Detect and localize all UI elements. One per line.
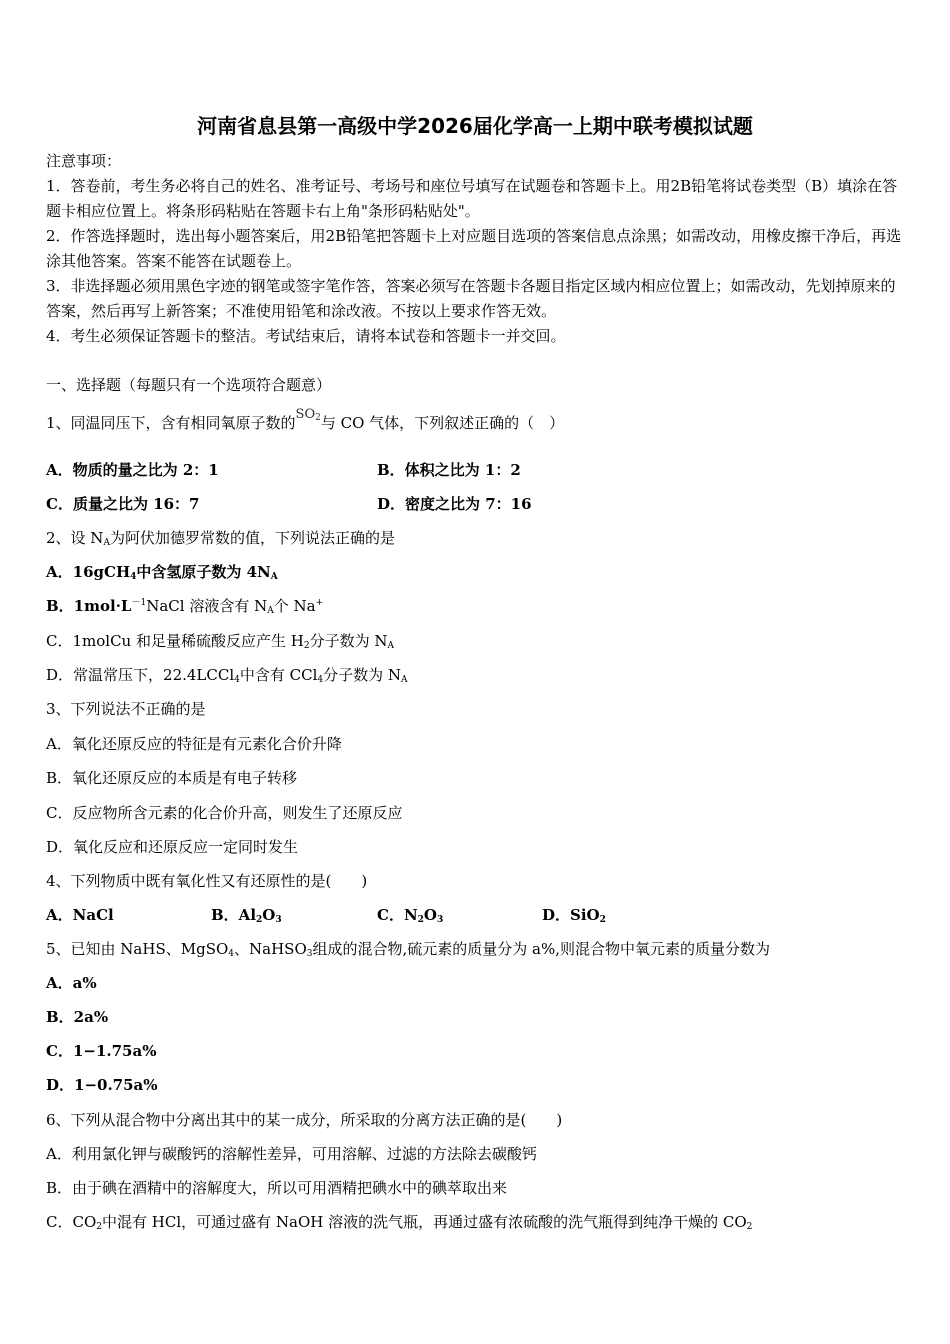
q3-option-b: B．氧化还原反应的本质是有电子转移 [46, 769, 298, 787]
subscript: 2 [303, 641, 310, 651]
option-text: B．1mol·L [46, 597, 132, 615]
subscript: 2 [599, 915, 606, 925]
subscript: 4 [130, 572, 137, 582]
q1-option-a: A．物质的量之比为 2：1 [46, 461, 219, 479]
q3-option-c: C．反应物所含元素的化合价升高，则发生了还原反应 [46, 804, 403, 822]
so2-formula [296, 405, 321, 425]
option-text: D．SiO [542, 906, 600, 924]
option-text: O [262, 906, 276, 924]
option-text: NaCl 溶液含有 N [146, 597, 268, 615]
subscript: 2 [746, 1222, 753, 1232]
stem-text: 1、同温同压下，含有相同氧原子数的 [46, 414, 296, 432]
subscript: A [270, 572, 278, 582]
q2-option-d [46, 665, 408, 685]
question-4-stem: 4、下列物质中既有氧化性又有还原性的是( ) [46, 872, 368, 890]
notice-item: 4．考生必须保证答题卡的整洁。考试结束后，请将本试卷和答题卡一并交回。 [46, 327, 566, 345]
q4-option-c [377, 905, 443, 925]
notice-heading: 注意事项： [46, 152, 122, 170]
option-text: O [423, 906, 437, 924]
q6-option-c [46, 1212, 752, 1232]
notice-item: 2．作答选择题时，选出每小题答案后，用2B铅笔把答题卡上对应题目选项的答案信息点涂黑；如需改动，用橡皮擦干净后，再选涂其他答案。答案不能答在试题卷上。 [46, 227, 902, 270]
option-text: 中混有 HCl，可通过盛有 NaOH 溶液的洗气瓶，再通过盛有浓硫酸的洗气瓶得到纯净干燥的 CO [102, 1213, 747, 1231]
superscript: + [315, 598, 324, 608]
subscript: 2 [417, 915, 424, 925]
stem-text: 2、设 N [46, 529, 104, 547]
formula-text: SO [295, 407, 316, 422]
q5-option-c: C．1−1.75a% [46, 1042, 157, 1060]
subscript: A [387, 641, 394, 651]
option-text: 分子数为 N [309, 632, 388, 650]
subscript: 3 [437, 915, 444, 925]
q3-option-a: A．氧化还原反应的特征是有元素化合价升降 [46, 735, 342, 753]
q6-option-b: B．由于碘在酒精中的溶解度大，所以可用酒精把碘水中的碘萃取出来 [46, 1179, 508, 1197]
stem-text: 为阿伏加德罗常数的值，下列说法正确的是 [109, 529, 395, 547]
stem-text: 与 CO 气体，下列叙述正确的（ ） [320, 414, 565, 432]
stem-text: 组成的混合物,硫元素的质量分为 a%,则混合物中氧元素的质量分数为 [312, 940, 770, 958]
question-5-stem [46, 939, 770, 959]
option-text: 分子数为 N [323, 666, 402, 684]
section-heading: 一、选择题（每题只有一个选项符合题意） [46, 376, 332, 394]
q3-option-d: D．氧化反应和还原反应一定同时发生 [46, 838, 299, 856]
q1-option-c: C．质量之比为 16：7 [46, 495, 200, 513]
option-text: 中含氢原子数为 4N [136, 563, 271, 581]
option-text: D．常温常压下，22.4LCCl [46, 666, 235, 684]
question-2-stem [46, 528, 395, 548]
q2-option-c [46, 631, 394, 651]
q4-option-b [211, 905, 282, 925]
q5-option-a: A．a% [46, 974, 97, 992]
option-text: A．16gCH [46, 563, 131, 581]
subscript: 4 [228, 949, 235, 959]
q5-option-b: B．2a% [46, 1008, 109, 1026]
subscript: 4 [234, 675, 240, 685]
superscript: －1 [131, 598, 147, 608]
subscript: 4 [317, 675, 324, 685]
option-text: 个 Na [273, 597, 316, 615]
q5-option-d: D．1−0.75a% [46, 1076, 158, 1094]
notice-item: 3．非选择题必须用黑色字迹的钢笔或签字笔作答，答案必须写在答题卡各题目指定区域内相应位置上；如需改动，先划掉原来的答案，然后再写上新答案；不准使用铅笔和涂改液。不按以上要求作答无效。 [46, 277, 896, 320]
option-text: C．1molCu 和足量稀硫酸反应产生 H [46, 632, 304, 650]
option-text: C．CO [46, 1213, 97, 1231]
q2-option-b [46, 596, 323, 616]
subscript: 3 [275, 915, 282, 925]
question-6-stem: 6、下列从混合物中分离出其中的某一成分，所采取的分离方法正确的是( ) [46, 1111, 563, 1129]
subscript: A [401, 675, 408, 685]
stem-text: 、NaHSO [234, 940, 307, 958]
stem-text: 5、已知由 NaHS、MgSO [46, 940, 229, 958]
q4-option-a: A．NaCl [46, 906, 114, 924]
question-3-stem: 3、下列说法不正确的是 [46, 700, 206, 718]
subscript: 2 [256, 915, 263, 925]
q6-option-a: A．利用氯化钾与碳酸钙的溶解性差异，可用溶解、过滤的方法除去碳酸钙 [46, 1145, 537, 1163]
subscript: 3 [306, 949, 313, 959]
question-1-stem [46, 407, 565, 435]
subscript: A [103, 538, 110, 548]
option-text: C．N [377, 906, 418, 924]
subscript: 2 [96, 1222, 102, 1232]
formula-subscript: 2 [315, 413, 321, 423]
q1-option-d: D．密度之比为 7：16 [377, 495, 532, 513]
option-text: B．Al [211, 906, 257, 924]
q1-option-b: B．体积之比为 1：2 [377, 461, 521, 479]
subscript: A [267, 606, 274, 616]
page-title: 河南省息县第一高级中学2026届化学高一上期中联考模拟试题 [197, 114, 753, 138]
q2-option-a [46, 562, 278, 582]
q4-option-d [542, 905, 606, 925]
option-text: 中含有 CCl [239, 666, 318, 684]
notice-item: 1．答卷前，考生务必将自己的姓名、准考证号、考场号和座位号填写在试题卷和答题卡上。用2B铅笔将试卷类型（B）填涂在答题卡相应位置上。将条形码粘贴在答题卡右上角"条形码粘贴处"。 [46, 177, 898, 220]
